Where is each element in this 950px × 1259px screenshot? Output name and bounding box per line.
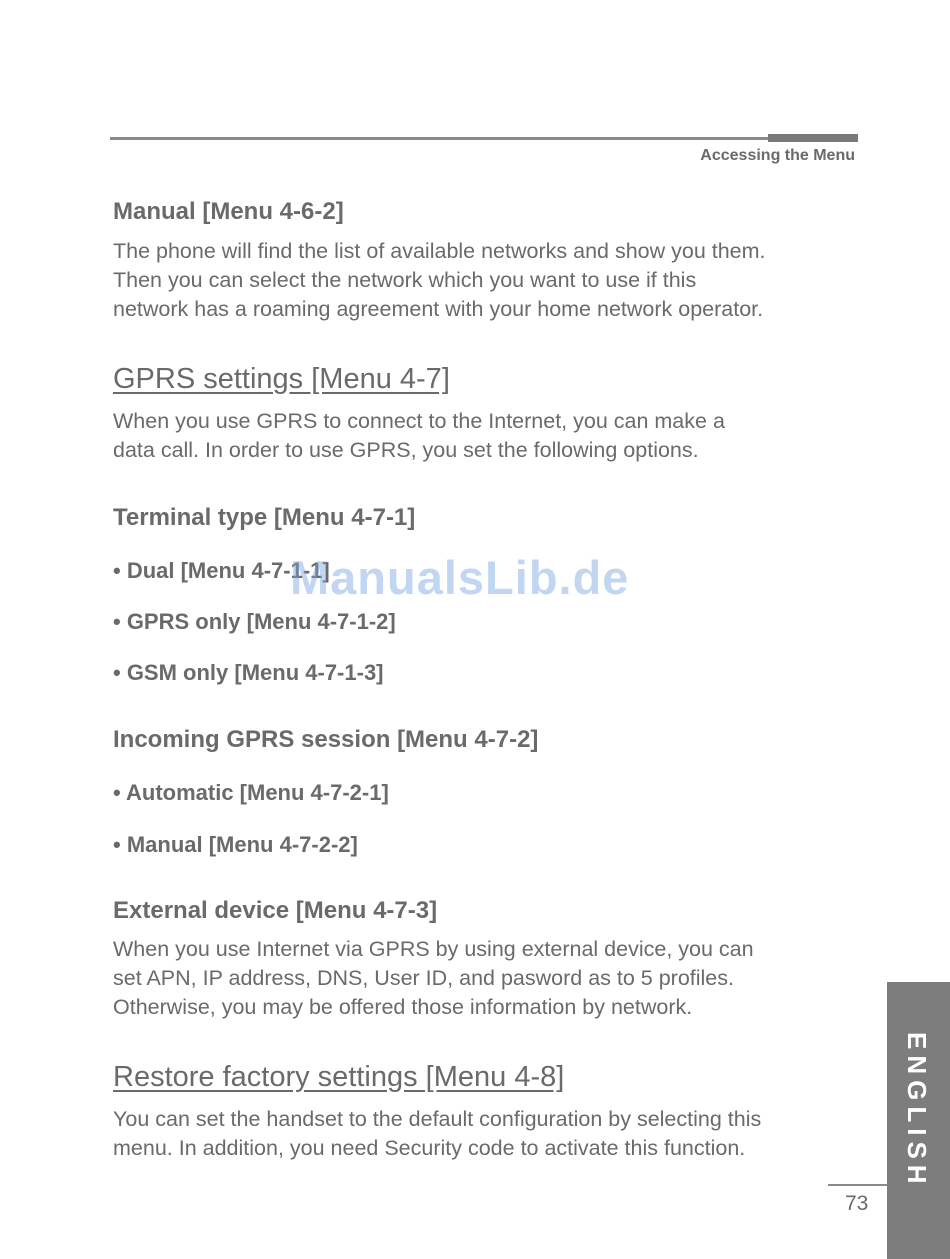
gprs-paragraph <box>113 407 863 465</box>
header-rule <box>110 137 858 140</box>
header-accent-block <box>768 134 858 142</box>
restore-paragraph <box>113 1105 863 1163</box>
list-item-manual: • Manual [Menu 4-7-2-2] <box>113 832 358 857</box>
restore-line-2: menu. In addition, you need Security code to activate this function. <box>113 1136 746 1160</box>
list-item-gprs-only: • GPRS only [Menu 4-7-1-2] <box>113 609 396 634</box>
external-line-3: Otherwise, you may be offered those information by network. <box>113 995 693 1019</box>
gprs-settings-heading: GPRS settings [Menu 4-7] <box>113 363 450 395</box>
section-label: Accessing the Menu <box>700 147 855 164</box>
manual-line-2: Then you can select the network which you want to use if this <box>113 268 697 292</box>
language-label: ENGLISH <box>902 1032 932 1190</box>
watermark: ManualsLib.de <box>290 551 630 604</box>
manual-line-3: network has a roaming agreement with your home network operator. <box>113 297 764 321</box>
gprs-line-1: When you use GPRS to connect to the Internet, you can make a <box>113 409 725 433</box>
external-paragraph <box>113 935 863 1022</box>
external-line-1: When you use Internet via GPRS by using external device, you can <box>113 937 754 961</box>
manual-line-1: The phone will find the list of available networks and show you them. <box>113 239 766 263</box>
footer-rule <box>828 1184 887 1186</box>
external-line-2: set APN, IP address, DNS, User ID, and pasword as to 5 profiles. <box>113 966 734 990</box>
language-side-tab <box>887 982 950 1259</box>
restore-line-1: You can set the handset to the default configuration by selecting this <box>113 1107 762 1131</box>
external-device-heading: External device [Menu 4-7-3] <box>113 897 438 924</box>
page-number: 73 <box>845 1192 869 1215</box>
list-item-dual: • Dual [Menu 4-7-1-1] <box>113 558 330 583</box>
manual-heading: Manual [Menu 4-6-2] <box>113 198 344 225</box>
gprs-line-2: data call. In order to use GPRS, you set the following options. <box>113 438 699 462</box>
manual-paragraph <box>113 237 863 324</box>
list-item-gsm-only: • GSM only [Menu 4-7-1-3] <box>113 660 384 685</box>
terminal-type-heading: Terminal type [Menu 4-7-1] <box>113 504 416 531</box>
incoming-gprs-heading: Incoming GPRS session [Menu 4-7-2] <box>113 726 539 753</box>
restore-factory-heading: Restore factory settings [Menu 4-8] <box>113 1061 565 1093</box>
list-item-automatic: • Automatic [Menu 4-7-2-1] <box>113 780 389 805</box>
